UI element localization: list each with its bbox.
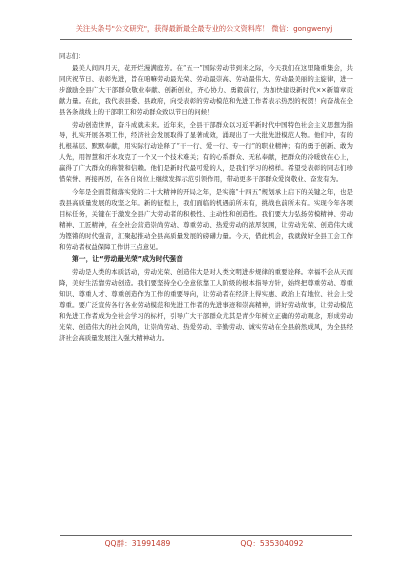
body-paragraph-3: 今年是全面贯彻落实党的二十大精神的开局之年，是实施“十四五”规划承上启下的关键之年，也是我县高质量发展的攻坚之年。新的征程上，我们面临的机遇前所未有，挑战也前所未有。实现今年各项目标任务，关键在于激发全县广大劳动者的积极性、主动性和创造性。我们要大力弘扬劳模精神、劳动精神、工匠精神，在全社会营造崇尚劳动、尊重劳动、热爱劳动的浓厚氛围，让劳动光荣、创造伟大成为铿锵的时代强音，汇聚起推动全县高质量发展的磅礴力量。今天，借此机会，我就做好全县工会工作和劳动者权益保障工作讲三点意见。 — [59, 187, 353, 251]
footer-divider — [60, 535, 352, 536]
footer-qq-group: QQ群：31991489 — [104, 539, 171, 548]
section-paragraph: 劳动是人类的本质活动，劳动光荣、创造伟大是对人类文明进步规律的重要诠释。幸福不会从天而降，美好生活靠劳动创造。我们要坚持全心全意依靠工人阶级的根本指导方针，始终把尊重劳动、尊重知识、尊重人才、尊重创造作为工作的重要导向，让劳动者在经济上得实惠、政治上有地位、社会上受尊重。要广泛宣传各行各业劳动模范和先进工作者的先进事迹和崇高精神，讲好劳动故事，让劳动模范和先进工作者成为全社会学习的标杆，引导广大干部群众尤其是青少年树立正确的劳动观念，形成劳动光荣、创造伟大的社会风尚，让崇尚劳动、热爱劳动、辛勤劳动、诚实劳动在全县蔚然成风，为全县经济社会高质量发展注入强大精神动力。 — [59, 268, 353, 342]
header-banner — [0, 0, 408, 40]
document-body — [59, 49, 353, 527]
section-heading: 第一，让“劳动最光荣”成为时代强音 — [72, 255, 183, 264]
body-paragraph-2: 劳动创造世界，奋斗成就未来。近年来，全县干部群众以习近平新时代中国特色社会主义思想为指导，扎实开展各项工作，经济社会发展取得了显著成效，涌现出了一大批先进模范人物。他们中，有的扎根基层、默默奉献，用实际行动诠释了“干一行、爱一行、专一行”的职业精神；有的勇于创新、敢为人先，用智慧和汗水攻克了一个又一个技术难关；有的心系群众、无私奉献，把群众的冷暖放在心上，赢得了广大群众的称赞和信赖。他们是新时代最可爱的人，是我们学习的榜样。希望受表彰的同志们珍惜荣誉、再接再厉，在各自岗位上继续发挥示范引领作用，带动更多干部群众爱岗敬业、奋发有为。 — [59, 120, 353, 184]
header-divider — [60, 39, 352, 40]
salutation: 同志们： — [59, 52, 85, 60]
body-paragraph-1: 最美人间四月天，花开烂漫满庭芳。在“五一”国际劳动节到来之际，今天我们在这里隆重集会，共同庆祝节日、表彰先进，旨在咱嘛劳动最光荣、劳动最崇高、劳动最伟大、劳动最美丽的主旋律，进一步激励全县广大干部群众敬业奉献、创新创业，齐心协力、勇毅前行，为加快建设新时代××新篇章贡献力量。在此，我代表县委、县政府，向受表彰的劳动模范和先进工作者表示热烈的祝贺！向奋战在全县各条战线上的干部职工和劳动群众致以节日的问候！ — [59, 64, 353, 116]
footer-qq-number: QQ：535304092 — [240, 539, 304, 548]
header-banner-text: 关注头条号"公文研究"，获得最新最全最专业的公文资料库！ 微信：gongwenyj — [75, 24, 333, 33]
footer — [0, 538, 408, 549]
